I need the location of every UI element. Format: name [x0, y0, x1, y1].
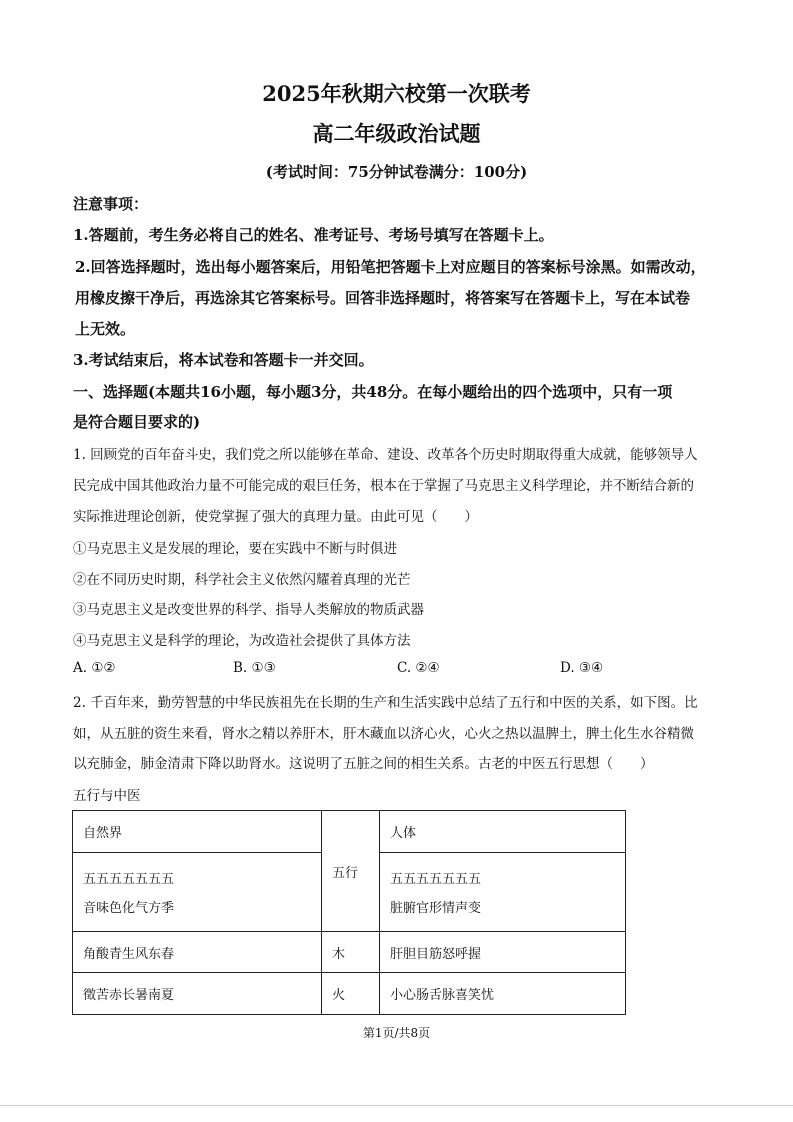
exam-subtitle: 高二年级政治试题	[312, 121, 481, 146]
note-1: 1.答题前，考生务必将自己的姓名、准考证号、考场号填写在答题卡上。	[73, 226, 554, 244]
table-cell-text: 音味色化气方季	[83, 901, 175, 916]
exam-title: 2025年秋期六校第一次联考	[262, 81, 531, 106]
q1-option-d: D. ③④	[560, 660, 604, 676]
table-cell: 徵苦赤长暑南夏	[73, 973, 322, 1015]
note-2-line-1: 2.回答选择题时，选出每小题答案后，用铅笔把答题卡上对应题目的答案标号涂黑。如需改动，	[75, 258, 706, 276]
table-caption: 五行与中医	[73, 788, 141, 804]
table-cell-body-categories	[380, 853, 626, 932]
table-cell: 火	[322, 973, 380, 1015]
table-cell-nature-categories	[73, 853, 322, 932]
q1-option-a: A. ①②	[73, 660, 116, 676]
table-cell: 肝胆目筋怒呼握	[380, 932, 626, 973]
note-3: 3.考试结束后，将本试卷和答题卡一并交回。	[73, 351, 374, 369]
table-row	[73, 932, 626, 973]
q1-stem-line-3: 实际推进理论创新，使党掌握了强大的真理力量。由此可见（ ）	[73, 509, 478, 525]
q1-statement-4: ④马克思主义是科学的理论，为改造社会提供了具体方法	[73, 633, 411, 649]
note-2-line-3: 上无效。	[75, 320, 136, 338]
q2-stem-line-1: 2. 千百年来，勤劳智慧的中华民族祖先在长期的生产和生活实践中总结了五行和中医的关系，如下图。比	[73, 695, 698, 711]
table-cell: 木	[322, 932, 380, 973]
table-header-five-elements: 五行	[322, 811, 380, 932]
page-bottom-divider	[0, 1105, 793, 1106]
table-row	[73, 973, 626, 1015]
q1-option-b: B. ①③	[233, 660, 276, 676]
table-cell: 小心肠舌脉喜笑忧	[380, 973, 626, 1015]
note-2-line-2: 用橡皮擦干净后，再选涂其它答案标号。回答非选择题时，将答案写在答题卡上，写在本试卷	[75, 289, 691, 307]
notes-heading: 注意事项：	[73, 195, 149, 213]
q1-stem-line-2: 民完成中国其他政治力量不可能完成的艰巨任务，根本在于掌握了马克思主义科学理论，并不断结合新的	[73, 478, 694, 494]
exam-info: (考试时间：75分钟试卷满分：100分)	[265, 163, 528, 181]
wuxing-table	[72, 810, 626, 1015]
q2-stem-line-2: 如，从五脏的资生来看，肾水之精以养肝木，肝木藏血以济心火，心火之热以温脾土，脾土化生水谷精微	[73, 726, 694, 742]
q1-stem-line-1: 1. 回顾党的百年奋斗史，我们党之所以能够在革命、建设、改革各个历史时期取得重大成就，能够领导人	[73, 447, 698, 463]
section-heading-line-2: 是符合题目要求的)	[73, 413, 201, 431]
q1-option-c: C. ②④	[397, 660, 440, 676]
table-header-human-body: 人体	[380, 811, 626, 853]
table-cell-text: 脏腑官形情声变	[390, 901, 482, 916]
q1-statement-2: ②在不同历史时期，科学社会主义依然闪耀着真理的光芒	[73, 572, 411, 588]
q1-statement-1: ①马克思主义是发展的理论，要在实践中不断与时俱进	[73, 541, 397, 557]
table-header-nature: 自然界	[73, 811, 322, 853]
table-cell-text: 五五五五五五五	[390, 872, 482, 887]
q1-statement-3: ③马克思主义是改变世界的科学、指导人类解放的物质武器	[73, 602, 424, 618]
table-cell-text: 五五五五五五五	[83, 872, 175, 887]
section-heading-line-1: 一、选择题(本题共16小题，每小题3分，共48分。在每小题给出的四个选项中，只有一项	[73, 383, 673, 401]
table-cell: 角酸青生风东春	[73, 932, 322, 973]
q2-stem-line-3: 以充肺金，肺金清肃下降以助肾水。这说明了五脏之间的相生关系。古老的中医五行思想（ ）	[73, 756, 654, 772]
page-number: 第1页/共8页	[362, 1026, 431, 1040]
